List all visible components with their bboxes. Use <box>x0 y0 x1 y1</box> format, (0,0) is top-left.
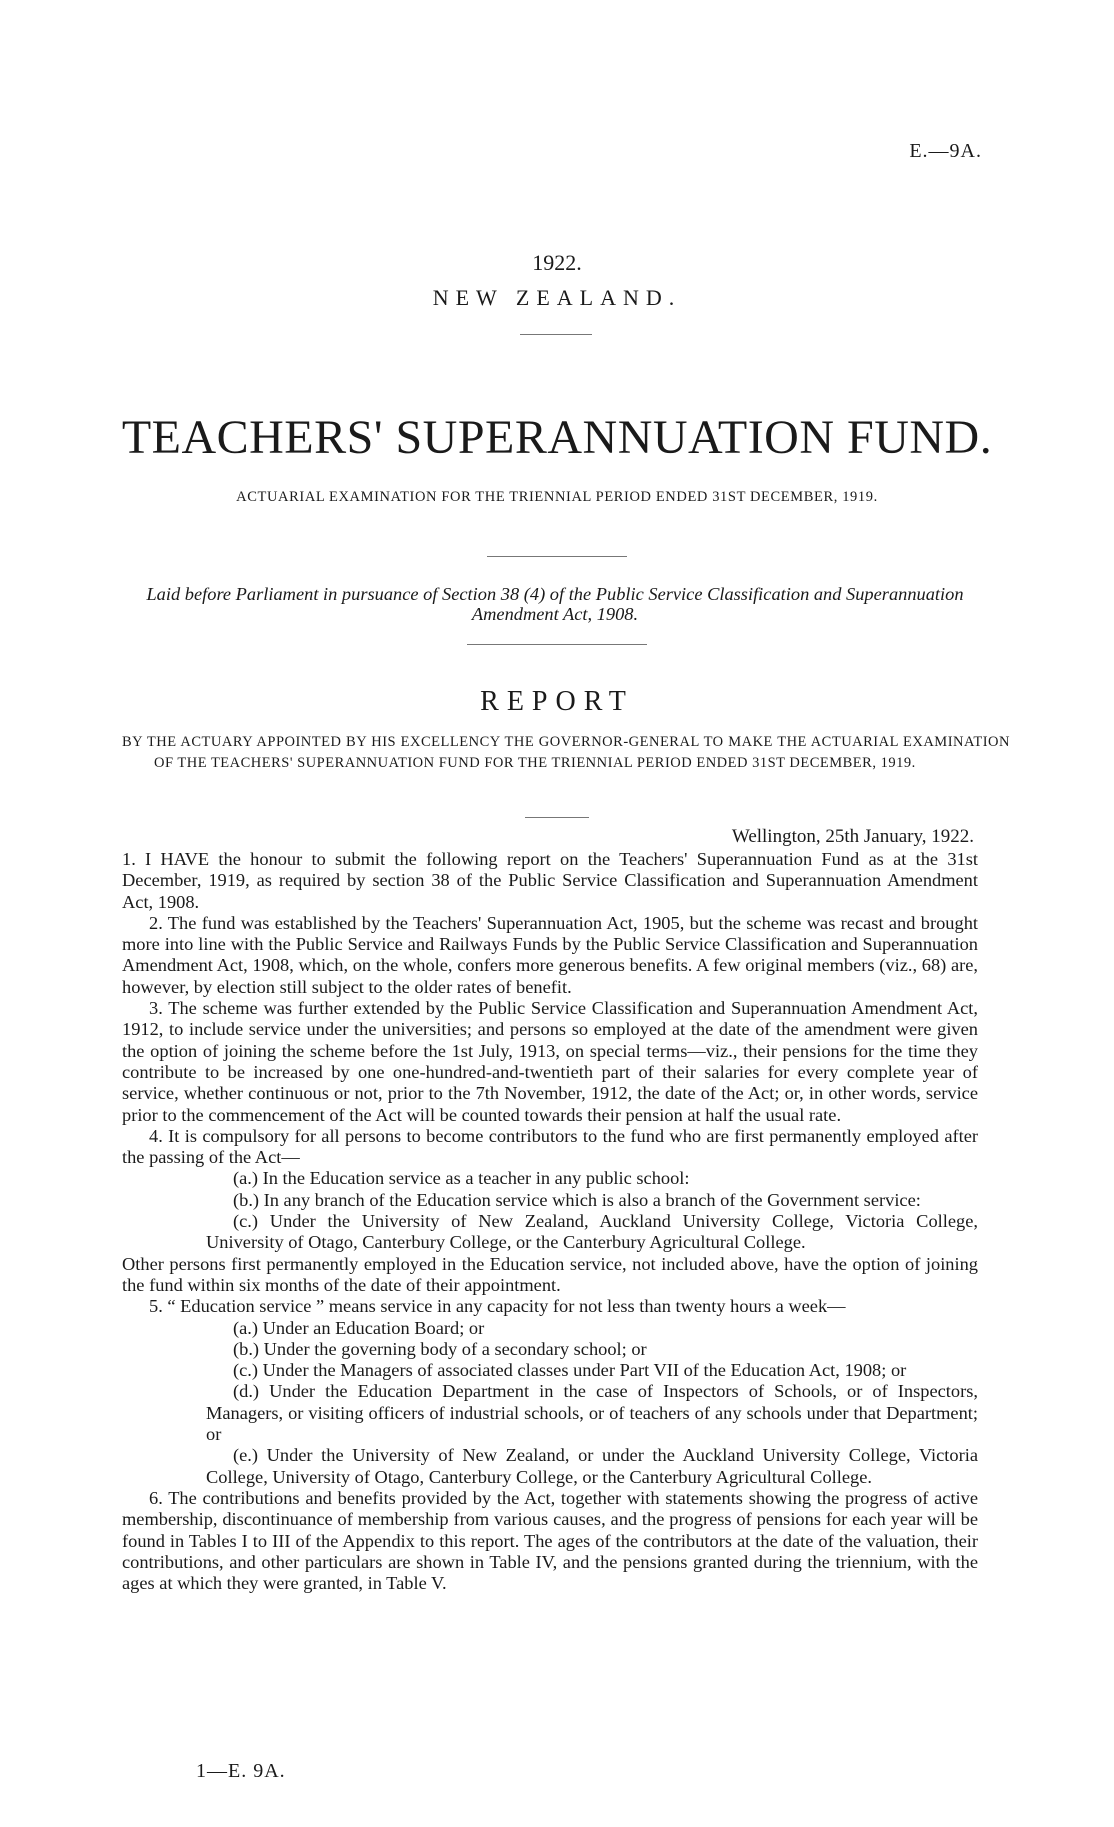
divider <box>525 817 589 818</box>
list-item: (b.) In any branch of the Education service which is also a branch of the Government service: <box>233 1189 921 1210</box>
list-item: (a.) Under an Education Board; or <box>233 1317 485 1338</box>
report-body <box>122 849 978 1594</box>
document-reference: E.—9A. <box>909 140 982 162</box>
list-item: (a.) In the Education service as a teacher in any public school: <box>233 1168 690 1189</box>
paragraph-5: 5. “ Education service ” means service in any capacity for not less than twenty hours a week— <box>149 1296 846 1317</box>
list-item: (d.) Under the Education Department in the case of Inspectors of Schools, or of Inspectors, Managers, or visiting officers of industrial schools, or of teachers of any schools under that Department; or <box>206 1381 978 1445</box>
report-heading: REPORT <box>480 686 634 717</box>
paragraph-4: 4. It is compulsory for all persons to become contributors to the fund who are first permanently employed after the passing of the Act— <box>122 1125 978 1168</box>
laid-before-notice: Laid before Parliament in pursuance of Section 38 (4) of the Public Service Classification and Superannuation Amendment Act, 1908. <box>146 584 964 624</box>
paragraph-1: 1. I HAVE the honour to submit the following report on the Teachers' Superannuation Fund as at the 31st December, 1919, as required by section 38 of the Public Service Classification and Superannuation Amendment Act, 1908. <box>122 849 978 912</box>
divider <box>520 334 592 335</box>
document-title: TEACHERS' SUPERANNUATION FUND. <box>121 411 993 464</box>
paragraph-2: 2. The fund was established by the Teachers' Superannuation Act, 1905, but the scheme was recast and brought more into line with the Public Service and Railways Funds by the Public Service Classification and Superannuation Amendment Act, 1908, which, on the whole, confers more generous benefits. A few original members (viz., 68) are, however, by election still subject to the older rates of benefit. <box>122 912 978 997</box>
list-item: (e.) Under the University of New Zealand, or under the Auckland University College, Victoria College, University of Otago, Canterbury College, or the Canterbury Agricultural College. <box>206 1445 978 1487</box>
dateline: Wellington, 25th January, 1922. <box>731 826 974 847</box>
list-item: (b.) Under the governing body of a secondary school; or <box>233 1338 647 1359</box>
report-subtitle: BY THE ACTUARY APPOINTED BY HIS EXCELLENCY THE GOVERNOR-GENERAL TO MAKE THE ACTUARIAL EXAMINATION OF THE TEACHERS' SUPERANNUATION FUND FOR THE TRIENNIAL PERIOD ENDED 31ST DECEMBER, 1919. <box>122 734 1010 771</box>
paragraph-4-tail: Other persons first permanently employed in the Education service, not included above, have the option of joining the fund within six months of the date of their appointment. <box>122 1253 978 1295</box>
paragraph-3: 3. The scheme was further extended by the Public Service Classification and Superannuation Amendment Act, 1912, to include service under the universities; and persons so employed at the date of the amendment were given the option of joining the scheme before the 1st July, 1913, on special terms—viz., their pensions for the time they contribute to be increased by one one-hundred-and-twentieth part of their salaries for every complete year of service, whether continuous or not, prior to the 7th November, 1912, the date of the Act; or, in other words, service prior to the commencement of the Act will be counted towards their pension at half the usual rate. <box>122 998 978 1125</box>
divider <box>487 556 627 557</box>
list-item: (c.) Under the Managers of associated classes under Part VII of the Education Act, 1908; or <box>233 1360 907 1381</box>
list-item: (c.) Under the University of New Zealand, Auckland University College, Victoria College, University of Otago, Canterbury College, or the Canterbury Agricultural College. <box>206 1211 978 1253</box>
paragraph-6: 6. The contributions and benefits provided by the Act, together with statements showing the progress of active membership, discontinuance of membership from various causes, and the progress of pensions for each year will be found in Tables I to III of the Appendix to this report. The ages of the contributors at the date of the valuation, their contributions, and other particulars are shown in Table IV, and the pensions granted during the triennium, with the ages at which they were granted, in Table V. <box>122 1487 978 1594</box>
divider <box>467 644 647 645</box>
document-subtitle: ACTUARIAL EXAMINATION FOR THE TRIENNIAL PERIOD ENDED 31ST DECEMBER, 1919. <box>236 489 878 505</box>
document-year: 1922. <box>532 250 582 275</box>
document-country: NEW ZEALAND. <box>432 285 682 310</box>
page-signature: 1—E. 9A. <box>196 1760 286 1782</box>
